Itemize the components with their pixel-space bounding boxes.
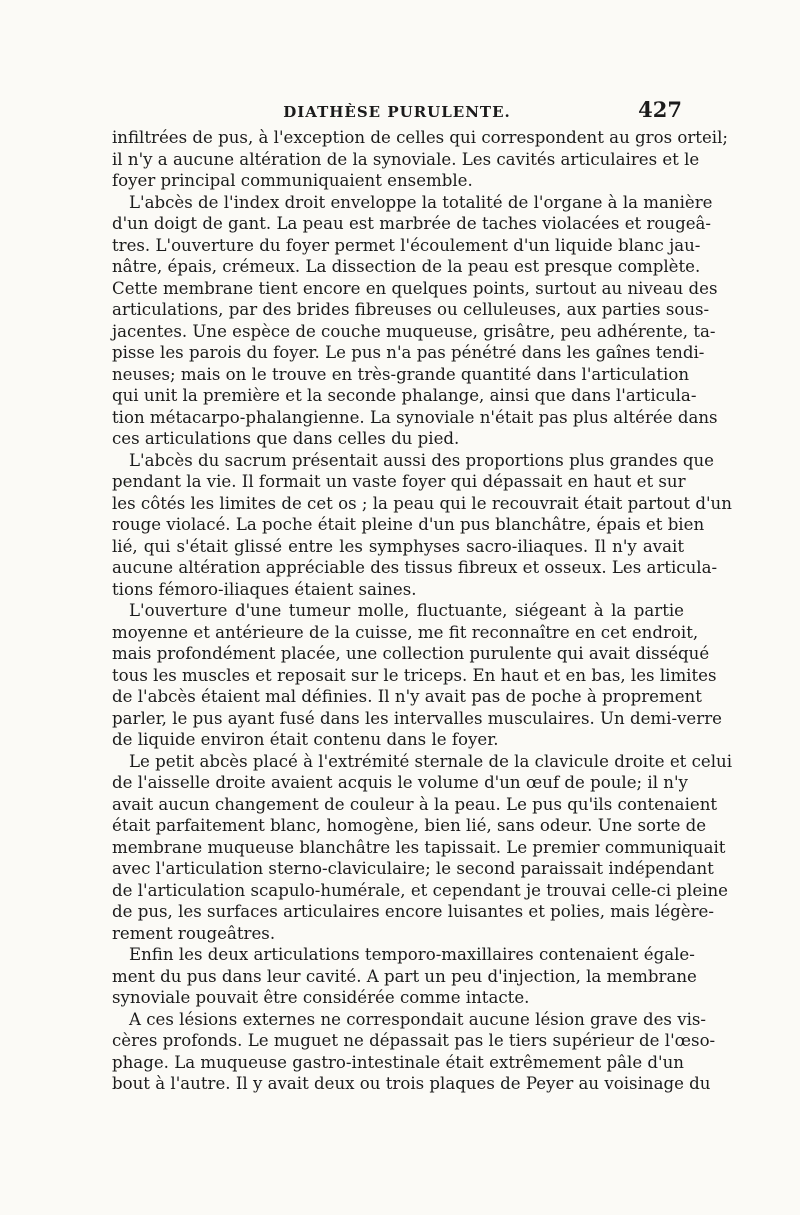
text-line: de l'abcès étaient mal définies. Il n'y avait pas de poche à proprement — [112, 687, 702, 706]
text-line: ces articulations que dans celles du pied. — [112, 429, 460, 448]
paragraph-start-line: Enfin les deux articulations temporo-maxillaires contenaient égale- — [129, 945, 695, 964]
paragraph-start-line: A ces lésions externes ne correspondait aucune lésion grave des vis- — [129, 1009, 707, 1029]
text-line: aucune altération appréciable des tissus fibreux et osseux. Les articula- — [112, 558, 718, 577]
text-line: qui unit la première et la seconde phalange, ainsi que dans l'articula- — [112, 386, 697, 405]
paragraph-start-line: L'abcès de l'index droit enveloppe la totalité de l'organe à la manière — [129, 192, 713, 212]
paragraph-start-line: Le petit abcès placé à l'extrémité sternale de la clavicule droite et celui — [129, 751, 733, 771]
text-line: cères profonds. Le muguet ne dépassait pas le tiers supérieur de l'œso- — [112, 1031, 716, 1050]
text-line: de l'articulation scapulo-humérale, et cependant je trouvai celle-ci pleine — [112, 880, 728, 900]
text-line: Cette membrane tient encore en quelques points, surtout au niveau des — [112, 278, 718, 298]
text-line: de liquide environ était contenu dans le foyer. — [112, 730, 499, 749]
text-line: tion métacarpo-phalangienne. La synoviale n'était pas plus altérée dans — [112, 407, 718, 427]
page-number: 427 — [638, 97, 682, 122]
text-line: avait aucun changement de couleur à la peau. Le pus qu'ils contenaient — [112, 794, 718, 814]
text-line: infiltrées de pus, à l'exception de celles qui correspondent au gros orteil; — [112, 128, 728, 147]
text-line: pendant la vie. Il formait un vaste foyer qui dépassait en haut et sur — [112, 472, 686, 491]
text-line: tres. L'ouverture du foyer permet l'écoulement d'un liquide blanc jau- — [112, 235, 701, 255]
body-text — [112, 127, 733, 1095]
text-line: tions fémoro-iliaques étaient saines. — [112, 579, 417, 599]
text-line: mais profondément placée, une collection purulente qui avait disséqué — [112, 644, 710, 663]
text-line: rouge violacé. La poche était pleine d'un pus blanchâtre, épais et bien — [112, 515, 705, 534]
text-line: jacentes. Une espèce de couche muqueuse, grisâtre, peu adhérente, ta- — [112, 321, 716, 341]
text-line: neuses; mais on le trouve en très-grande quantité dans l'articulation — [112, 364, 690, 384]
text-line: il n'y a aucune altération de la synoviale. Les cavités articulaires et le — [112, 149, 700, 169]
paragraph-start-line: L'abcès du sacrum présentait aussi des proportions plus grandes que — [129, 450, 714, 470]
page-header — [112, 97, 682, 127]
text-line: phage. La muqueuse gastro-intestinale était extrêmement pâle d'un — [112, 1052, 684, 1072]
text-line: de l'aisselle droite avaient acquis le volume d'un œuf de poule; il n'y — [112, 773, 688, 792]
paragraph-start-line: L'ouverture d'une tumeur molle, fluctuante, siégeant à la partie — [129, 601, 684, 620]
text-line: les côtés les limites de cet os ; la peau qui le recouvrait était partout d'un — [112, 493, 732, 513]
text-line: foyer principal communiquaient ensemble. — [112, 171, 473, 190]
text-line: bout à l'autre. Il y avait deux ou trois plaques de Peyer au voisinage du — [112, 1074, 711, 1093]
text-line: avec l'articulation sterno-claviculaire; le second paraissait indépendant — [112, 859, 714, 878]
text-line: nâtre, épais, crémeux. La dissection de la peau est presque complète. — [112, 257, 701, 276]
text-line: était parfaitement blanc, homogène, bien lié, sans odeur. Une sorte de — [112, 816, 707, 835]
text-line: ment du pus dans leur cavité. A part un peu d'injection, la membrane — [112, 966, 697, 986]
text-line: membrane muqueuse blanchâtre les tapissait. Le premier communiquait — [112, 837, 726, 857]
text-line: parler, le pus ayant fusé dans les intervalles musculaires. Un demi-verre — [112, 708, 722, 728]
text-line: articulations, par des brides fibreuses ou celluleuses, aux parties sous- — [112, 300, 710, 319]
text-line: moyenne et antérieure de la cuisse, me fit reconnaître en cet endroit, — [112, 622, 699, 642]
text-line: pisse les parois du foyer. Le pus n'a pas pénétré dans les gaînes tendi- — [112, 343, 705, 362]
text-line: synoviale pouvait être considérée comme intacte. — [112, 988, 530, 1007]
text-line: tous les muscles et reposait sur le triceps. En haut et en bas, les limites — [112, 665, 717, 685]
text-line: d'un doigt de gant. La peau est marbrée de taches violacées et rougeâ- — [112, 214, 712, 233]
running-title: DIATHÈSE PURULENTE. — [283, 103, 511, 121]
text-line: rement rougeâtres. — [112, 923, 276, 943]
text-line: de pus, les surfaces articulaires encore luisantes et polies, mais légère- — [112, 902, 714, 921]
text-line: lié, qui s'était glissé entre les symphyses sacro-iliaques. Il n'y avait — [112, 536, 684, 556]
